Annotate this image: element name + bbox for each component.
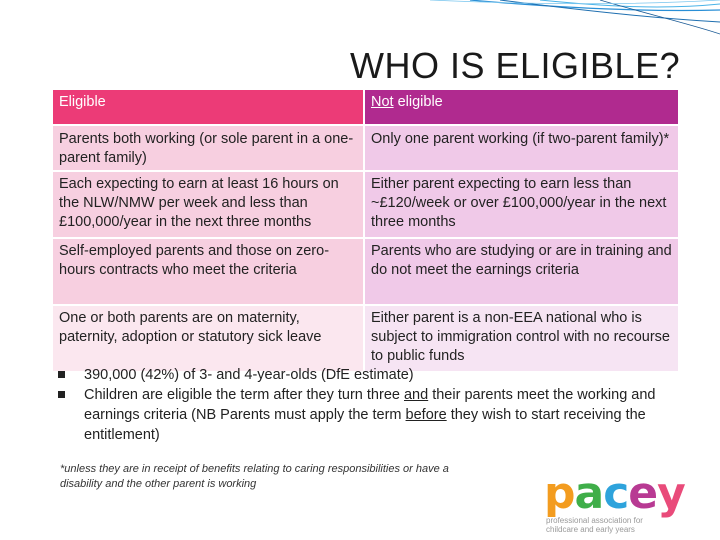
page-title: WHO IS ELIGIBLE? (350, 45, 681, 86)
logo-wordmark (544, 468, 704, 519)
logo-letter: y (657, 468, 685, 519)
logo-letter: p (544, 468, 575, 519)
logo-letter: a (574, 468, 604, 519)
decorative-wave-lines (0, 0, 720, 40)
logo-letter: e (628, 468, 658, 519)
bullet-list (58, 365, 678, 445)
table-row (53, 239, 678, 306)
bullet-text-part: they wish to start receiving the entitlement) (84, 407, 646, 443)
bullet-marker-icon (58, 391, 65, 398)
bullet-text: 390,000 (42%) of 3- and 4-year-olds (DfE estimate) (84, 367, 414, 383)
header-not-word: Not (371, 94, 394, 110)
not-eligible-cell: Either parent is a non-EEA national who is subject to immigration control with no recourse to public funds (365, 306, 678, 373)
footnote: *unless they are in receipt of benefits relating to caring responsibilities or have a disability and the other parent is working (60, 463, 449, 490)
eligibility-table (53, 90, 678, 373)
logo-letter: c (603, 468, 629, 519)
bullet-text-part: Children are eligible the term after they turn three (84, 387, 404, 403)
not-eligible-cell: Only one parent working (if two-parent family)* (365, 126, 678, 172)
bullet-marker-icon (58, 371, 65, 378)
header-eligible-word: eligible (393, 94, 443, 110)
table-header-row (53, 90, 678, 126)
table-row (53, 126, 678, 172)
list-item (58, 365, 678, 385)
table-row (53, 306, 678, 373)
eligible-cell: One or both parents are on maternity, paternity, adoption or statutory sick leave (53, 306, 365, 373)
bullet-text-underlined: before (405, 407, 447, 423)
eligible-cell: Parents both working (or sole parent in a one-parent family) (53, 126, 365, 172)
table-row (53, 172, 678, 239)
header-eligible: Eligible (53, 90, 365, 126)
not-eligible-cell: Either parent expecting to earn less than ~£120/week or over £100,000/year in the next three months (365, 172, 678, 239)
bullet-text-underlined: and (403, 387, 429, 403)
eligible-cell: Self-employed parents and those on zero-hours contracts who meet the criteria (53, 239, 365, 306)
not-eligible-cell: Parents who are studying or are in training and do not meet the earnings criteria (365, 239, 678, 306)
logo-tagline-line: professional association for (546, 516, 643, 525)
bullet-text-part: their parents meet the working and earnings criteria (NB Parents must apply the term (84, 387, 656, 423)
header-not-eligible (365, 90, 678, 126)
list-item (58, 385, 678, 445)
logo-tagline-line: childcare and early years (546, 525, 635, 534)
eligible-cell: Each expecting to earn at least 16 hours on the NLW/NMW per week and less than £100,000/year in the next three months (53, 172, 365, 239)
pacey-logo (544, 468, 704, 534)
